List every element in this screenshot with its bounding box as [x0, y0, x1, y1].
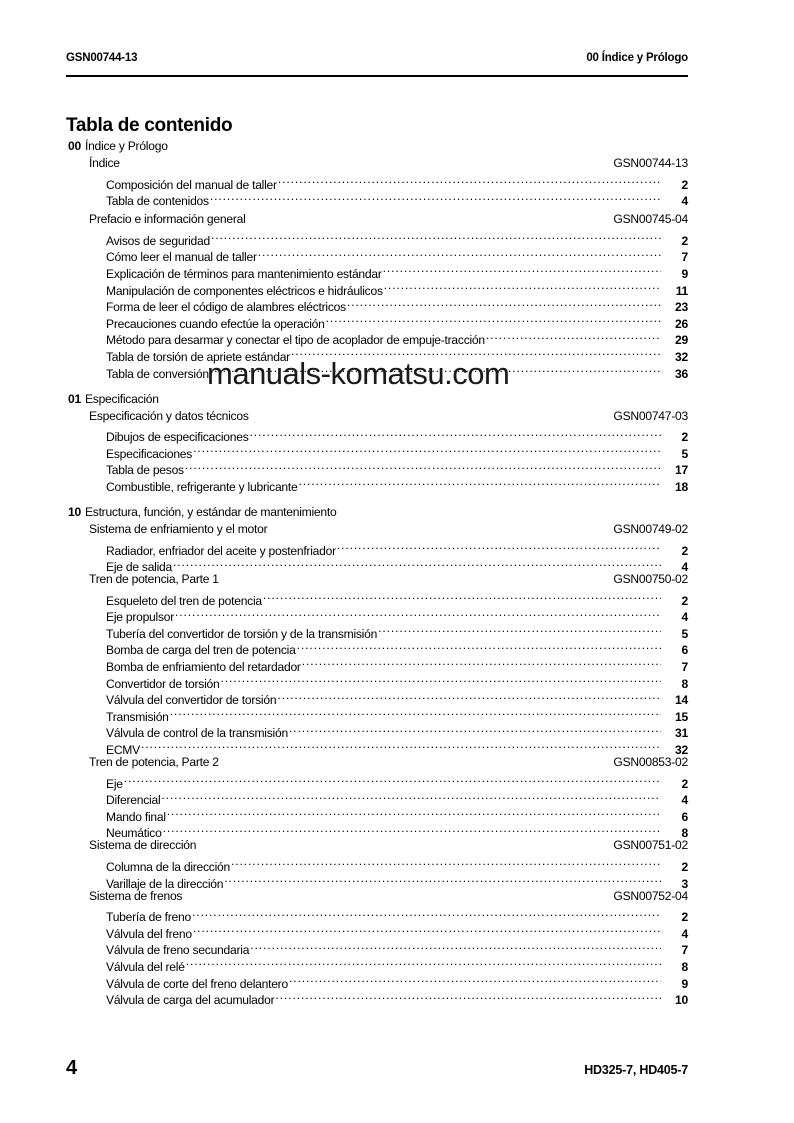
toc-entry-page-number: 5 — [681, 626, 688, 641]
toc-section-heading[interactable] — [66, 391, 688, 408]
toc-entry-page-number: 7 — [681, 250, 688, 265]
toc-entry-page-number: 7 — [681, 660, 688, 675]
toc-entry-label: Tubería del convertidor de torsión y de la transmisión — [106, 626, 378, 641]
header-document-code: GSN00744-13 — [66, 52, 138, 64]
running-header — [66, 52, 688, 64]
toc-entry-page-number: 4 — [681, 194, 688, 209]
toc-entry-page-number: 5 — [681, 446, 688, 461]
toc-entry-page-number: 2 — [681, 430, 688, 445]
toc-dot-leader — [173, 555, 661, 572]
toc-entry[interactable] — [66, 228, 688, 248]
model-designation: HD325-7, HD405-7 — [584, 1063, 688, 1077]
toc-entry-label: Válvula de control de la transmisión — [106, 726, 288, 741]
toc-dot-leader — [210, 189, 661, 206]
toc-dot-leader — [170, 704, 661, 721]
toc-entry-label: Convertidor de torsión — [106, 676, 220, 691]
toc-dot-leader — [175, 605, 661, 622]
toc-entry-label: Precauciones cuando efectúe la operación — [106, 316, 325, 331]
toc-dot-leader — [278, 172, 661, 189]
toc-entry[interactable] — [66, 905, 688, 925]
toc-entry-page-number: 2 — [681, 177, 688, 192]
toc-subsection — [66, 837, 688, 891]
toc-entry-label: Radiador, enfriador del aceite y postenfriador — [106, 543, 336, 558]
toc-dot-leader — [185, 458, 661, 475]
toc-subsection-title: Prefacio e información general — [89, 212, 246, 227]
toc-entry-page-number: 4 — [681, 560, 688, 575]
toc-entry-label: Columna de la dirección — [106, 860, 230, 874]
toc-dot-leader — [299, 474, 662, 491]
toc-entry[interactable] — [66, 588, 688, 608]
toc-subsection — [66, 571, 688, 758]
toc-entry-label: Avisos de seguridad — [106, 233, 210, 248]
toc-subsection-title: Sistema de enfriamiento y el motor — [89, 521, 268, 536]
toc-subsection-code: GSN00752-04 — [613, 888, 688, 903]
toc-subsection-heading[interactable] — [66, 837, 688, 854]
header-section-name: 00 Índice y Prólogo — [586, 52, 688, 64]
toc-group — [66, 391, 688, 494]
toc-entry-label: Tubería de freno — [106, 910, 191, 925]
toc-entry[interactable] — [66, 538, 688, 558]
toc-subsection-title: Sistema de dirección — [89, 838, 197, 853]
toc-entry-label: Composición del manual de taller — [106, 177, 277, 192]
toc-dot-leader — [224, 871, 661, 888]
toc-dot-leader — [163, 821, 661, 838]
table-of-contents — [66, 138, 688, 1008]
toc-subsection-code: GSN00853-02 — [613, 755, 688, 770]
toc-entry-label: Bomba de carga del tren de potencia — [106, 643, 296, 658]
toc-entry-page-number: 2 — [681, 593, 688, 608]
toc-entry-label: Tabla de pesos — [106, 463, 184, 478]
toc-dot-leader — [250, 425, 662, 442]
toc-entry-page-number: 6 — [681, 809, 688, 824]
toc-entry-label: ECMV — [106, 743, 140, 758]
toc-entry-page-number: 2 — [681, 860, 688, 874]
toc-subsection-heading[interactable] — [66, 521, 688, 538]
toc-dot-leader — [231, 854, 661, 871]
toc-entry-page-number: 2 — [681, 543, 688, 558]
toc-subsection-heading[interactable] — [66, 408, 688, 425]
toc-section-title: Especificación — [84, 391, 159, 406]
toc-dot-leader — [378, 621, 661, 638]
toc-entry-page-number: 32 — [675, 349, 688, 364]
toc-entry-page-number: 31 — [675, 726, 688, 741]
toc-section-title: Índice y Prólogo — [84, 139, 168, 153]
toc-entry-label: Cómo leer el manual de taller — [106, 250, 257, 265]
toc-entry-page-number: 2 — [681, 776, 688, 791]
toc-dot-leader — [337, 538, 661, 555]
toc-entry-page-number: 15 — [675, 709, 688, 724]
toc-entry-label: Tabla de contenidos — [106, 194, 209, 209]
toc-entry-page-number: 9 — [681, 266, 688, 281]
toc-entry-page-number: 26 — [675, 316, 688, 331]
toc-dot-leader — [210, 361, 661, 378]
toc-entry[interactable] — [66, 771, 688, 791]
toc-subsection — [66, 888, 688, 1008]
toc-dot-leader — [167, 804, 661, 821]
toc-subsection — [66, 521, 688, 575]
toc-group — [66, 138, 688, 381]
toc-subsection — [66, 754, 688, 841]
toc-entry-label: Eje — [106, 776, 123, 791]
toc-entry-page-number: 8 — [681, 959, 688, 974]
toc-dot-leader — [124, 771, 661, 788]
watermark: manuals-komatsu.com — [207, 356, 510, 391]
page-number: 4 — [66, 1057, 78, 1079]
toc-section-heading[interactable] — [66, 504, 688, 521]
toc-dot-leader — [263, 588, 661, 605]
toc-section-number: 01 — [68, 391, 81, 406]
toc-dot-leader — [161, 788, 661, 805]
header-divider — [66, 75, 688, 77]
toc-entry-label: Tabla de torsión de apriete estándar — [106, 349, 290, 364]
toc-entry-page-number: 9 — [681, 976, 688, 991]
toc-subsection-title: Índice — [89, 156, 120, 170]
toc-subsection-title: Sistema de frenos — [89, 888, 183, 903]
toc-entry-label: Válvula de corte del freno delantero — [106, 976, 288, 991]
toc-entry-page-number: 4 — [681, 926, 688, 941]
toc-entry-page-number: 8 — [681, 826, 688, 841]
toc-section-number: 10 — [68, 504, 81, 519]
toc-entry-page-number: 4 — [681, 610, 688, 625]
toc-dot-leader — [289, 971, 661, 988]
toc-entry-label: Diferencial — [106, 793, 161, 808]
toc-entry-label: Manipulación de componentes eléctricos e hidráulicos — [106, 283, 383, 298]
toc-entry-label: Método para desarmar y conectar el tipo de acoplador de empuje-tracción — [106, 333, 485, 348]
toc-subsection-title: Tren de potencia, Parte 2 — [89, 755, 219, 770]
toc-entry-label: Forma de leer el código de alambres eléctricos — [106, 300, 346, 315]
toc-subsection-code: GSN00745-04 — [613, 212, 688, 227]
toc-subsection-heading[interactable] — [66, 888, 688, 905]
toc-subsection-title: Especificación y datos técnicos — [89, 408, 249, 423]
toc-entry-label: Válvula del relé — [106, 959, 185, 974]
toc-dot-leader — [250, 938, 661, 955]
toc-dot-leader — [277, 688, 661, 705]
toc-entry-page-number: 17 — [675, 463, 688, 478]
toc-subsection-code: GSN00744-13 — [613, 156, 688, 170]
toc-entry-page-number: 23 — [675, 300, 688, 315]
toc-dot-leader — [302, 654, 661, 671]
toc-section-heading[interactable] — [66, 138, 688, 155]
toc-dot-leader — [383, 261, 661, 278]
toc-group — [66, 504, 688, 1008]
toc-dot-leader — [220, 671, 661, 688]
toc-subsection-code: GSN00750-02 — [613, 572, 688, 587]
toc-entry-label: Válvula de freno secundaria — [106, 943, 250, 958]
toc-subsection-title: Tren de potencia, Parte 1 — [89, 572, 219, 587]
toc-subsection-heading[interactable] — [66, 155, 688, 172]
toc-entry-label: Tabla de conversión — [106, 366, 209, 381]
toc-entry-label: Eje de salida — [106, 560, 172, 575]
toc-entry-label: Neumático — [106, 826, 162, 841]
toc-section-title: Estructura, función, y estándar de mantenimiento — [84, 504, 337, 519]
toc-entry-page-number: 14 — [675, 693, 688, 708]
toc-dot-leader — [193, 921, 661, 938]
toc-entry-label: Mando final — [106, 809, 166, 824]
toc-dot-leader — [193, 441, 661, 458]
toc-dot-leader — [291, 344, 661, 361]
toc-dot-leader — [384, 278, 661, 295]
toc-entry-label: Varillaje de la dirección — [106, 876, 224, 891]
toc-dot-leader — [326, 311, 661, 328]
toc-subsection-heading[interactable] — [66, 571, 688, 588]
toc-subsection-code: GSN00749-02 — [613, 521, 688, 536]
toc-entry-page-number: 11 — [675, 283, 688, 298]
toc-entry[interactable] — [66, 737, 688, 758]
toc-entry-page-number: 2 — [681, 233, 688, 248]
toc-dot-leader — [486, 328, 661, 345]
toc-entry[interactable] — [66, 788, 688, 808]
toc-subsection — [66, 408, 688, 494]
toc-dot-leader — [258, 245, 661, 262]
toc-dot-leader — [275, 988, 661, 1005]
toc-dot-leader — [289, 721, 661, 738]
toc-dot-leader — [297, 638, 661, 655]
toc-subsection-heading[interactable] — [66, 754, 688, 771]
toc-entry[interactable] — [66, 854, 688, 874]
toc-entry[interactable] — [66, 425, 688, 445]
toc-section-number: 00 — [68, 139, 81, 153]
toc-entry-page-number: 36 — [675, 366, 688, 381]
toc-entry-label: Transmisión — [106, 709, 169, 724]
toc-entry-page-number: 29 — [675, 333, 688, 348]
toc-entry[interactable] — [66, 172, 688, 192]
toc-subsection-code: GSN00747-03 — [613, 408, 688, 423]
toc-entry-page-number: 2 — [681, 910, 688, 925]
toc-entry-page-number: 3 — [681, 876, 688, 891]
toc-dot-leader — [186, 954, 661, 971]
page-title: Tabla de contenido — [66, 114, 233, 136]
toc-entry-label: Combustible, refrigerante y lubricante — [106, 479, 298, 494]
toc-subsection-heading[interactable] — [66, 211, 688, 228]
toc-dot-leader — [141, 737, 661, 754]
toc-entry-label: Válvula del freno — [106, 926, 192, 941]
toc-entry-page-number: 10 — [675, 993, 688, 1008]
toc-entry-label: Explicación de términos para mantenimiento estándar — [106, 266, 382, 281]
toc-entry-label: Bomba de enfriamiento del retardador — [106, 660, 301, 675]
toc-entry-label: Esqueleto del tren de potencia — [106, 593, 262, 608]
toc-entry-page-number: 7 — [681, 943, 688, 958]
toc-entry-label: Válvula de carga del acumulador — [106, 993, 275, 1008]
toc-subsection — [66, 211, 688, 381]
toc-dot-leader — [347, 295, 661, 312]
toc-subsection-code: GSN00751-02 — [613, 838, 688, 853]
toc-dot-leader — [211, 228, 661, 245]
toc-entry-page-number: 6 — [681, 643, 688, 658]
toc-entry-page-number: 8 — [681, 676, 688, 691]
toc-entry-page-number: 4 — [681, 793, 688, 808]
running-footer — [66, 1057, 688, 1080]
toc-entry-label: Dibujos de especificaciones — [106, 430, 249, 445]
toc-entry-label: Especificaciones — [106, 446, 193, 461]
toc-entry-label: Válvula del convertidor de torsión — [106, 693, 277, 708]
toc-entry-label: Eje propulsor — [106, 610, 175, 625]
toc-entry-page-number: 18 — [675, 479, 688, 494]
toc-subsection — [66, 155, 688, 209]
toc-dot-leader — [192, 905, 661, 922]
toc-entry-page-number: 32 — [675, 743, 688, 758]
